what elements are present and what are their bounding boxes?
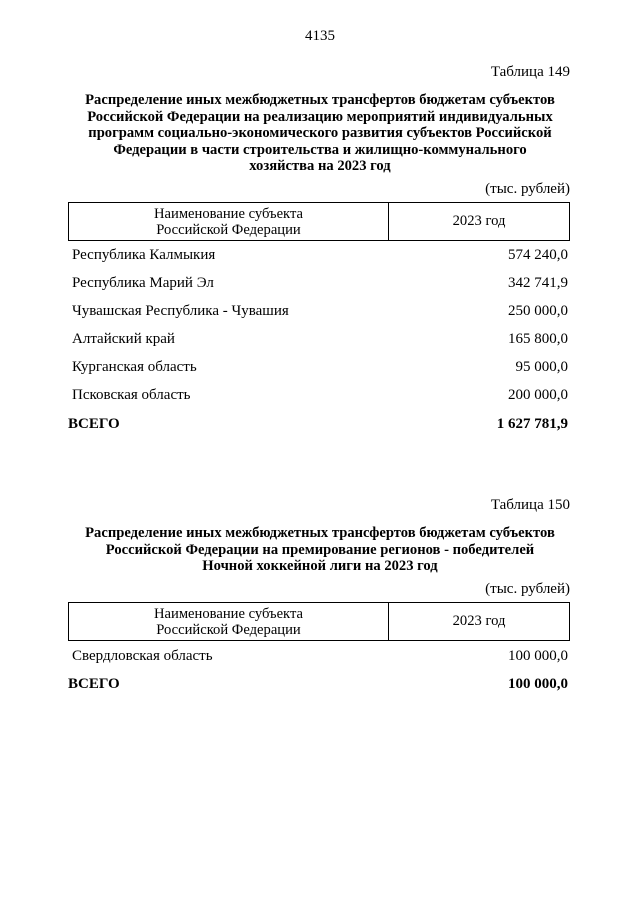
- row-name: Псковская область: [72, 387, 191, 403]
- title-line: Федерации в части строительства и жилищно-коммунального: [113, 141, 527, 158]
- title-line: хозяйства на 2023 год: [249, 158, 391, 175]
- title-line: Распределение иных межбюджетных трансфертов бюджетам субъектов: [85, 92, 555, 108]
- header-year-column: 2023 год: [452, 613, 506, 629]
- table-row: [72, 359, 568, 376]
- title-line: Российской Федерации на реализацию мероприятий индивидуальных: [87, 108, 553, 125]
- row-name: Свердловская область: [72, 648, 213, 664]
- table-149-label: Таблица 149: [490, 64, 570, 80]
- title-line: Ночной хоккейной лиги на 2023 год: [202, 558, 438, 575]
- total-label: ВСЕГО: [68, 676, 120, 692]
- table-row: [72, 275, 568, 292]
- table-149-units: (тыс. рублей): [485, 181, 570, 197]
- row-value: 100 000,0: [508, 648, 568, 664]
- total-value: 100 000,0: [508, 676, 568, 692]
- total-label: ВСЕГО: [68, 416, 120, 432]
- table-total-row: [68, 676, 568, 693]
- row-value: 342 741,9: [508, 275, 568, 291]
- table-150-units: (тыс. рублей): [485, 581, 570, 597]
- row-name: Чувашская Республика - Чувашия: [72, 303, 289, 319]
- header-name-column: [69, 203, 389, 240]
- row-value: 250 000,0: [508, 303, 568, 319]
- table-149-title: [60, 92, 580, 175]
- header-year-column: 2023 год: [452, 213, 506, 229]
- table-row: [72, 387, 568, 404]
- header-name-column: [69, 603, 389, 640]
- header-name-line: Наименование субъекта: [154, 605, 303, 622]
- table-total-row: [68, 416, 568, 433]
- row-name: Республика Калмыкия: [72, 247, 216, 263]
- row-value: 574 240,0: [508, 247, 568, 263]
- table-150-label: Таблица 150: [490, 497, 570, 513]
- table-row: [72, 648, 568, 665]
- title-line: программ социально-экономического развития субъектов Российской: [88, 125, 552, 142]
- row-name: Алтайский край: [72, 331, 175, 347]
- table-150-title: [60, 525, 580, 575]
- table-150-header: [68, 602, 570, 641]
- header-name-line: Российской Федерации: [156, 621, 301, 638]
- table-149-header: [68, 202, 570, 241]
- row-name: Курганская область: [72, 359, 197, 375]
- row-name: Республика Марий Эл: [72, 275, 214, 291]
- total-value: 1 627 781,9: [496, 416, 568, 432]
- table-row: [72, 247, 568, 264]
- title-line: Российской Федерации на премирование регионов - победителей: [105, 541, 535, 558]
- table-row: [72, 303, 568, 320]
- row-value: 165 800,0: [508, 331, 568, 347]
- header-name-line: Наименование субъекта: [154, 205, 303, 222]
- page-number: 4135: [305, 28, 335, 44]
- row-value: 200 000,0: [508, 387, 568, 403]
- table-row: [72, 331, 568, 348]
- row-value: 95 000,0: [515, 359, 568, 375]
- header-name-line: Российской Федерации: [156, 221, 301, 238]
- title-line: Распределение иных межбюджетных трансфертов бюджетам субъектов: [85, 525, 555, 541]
